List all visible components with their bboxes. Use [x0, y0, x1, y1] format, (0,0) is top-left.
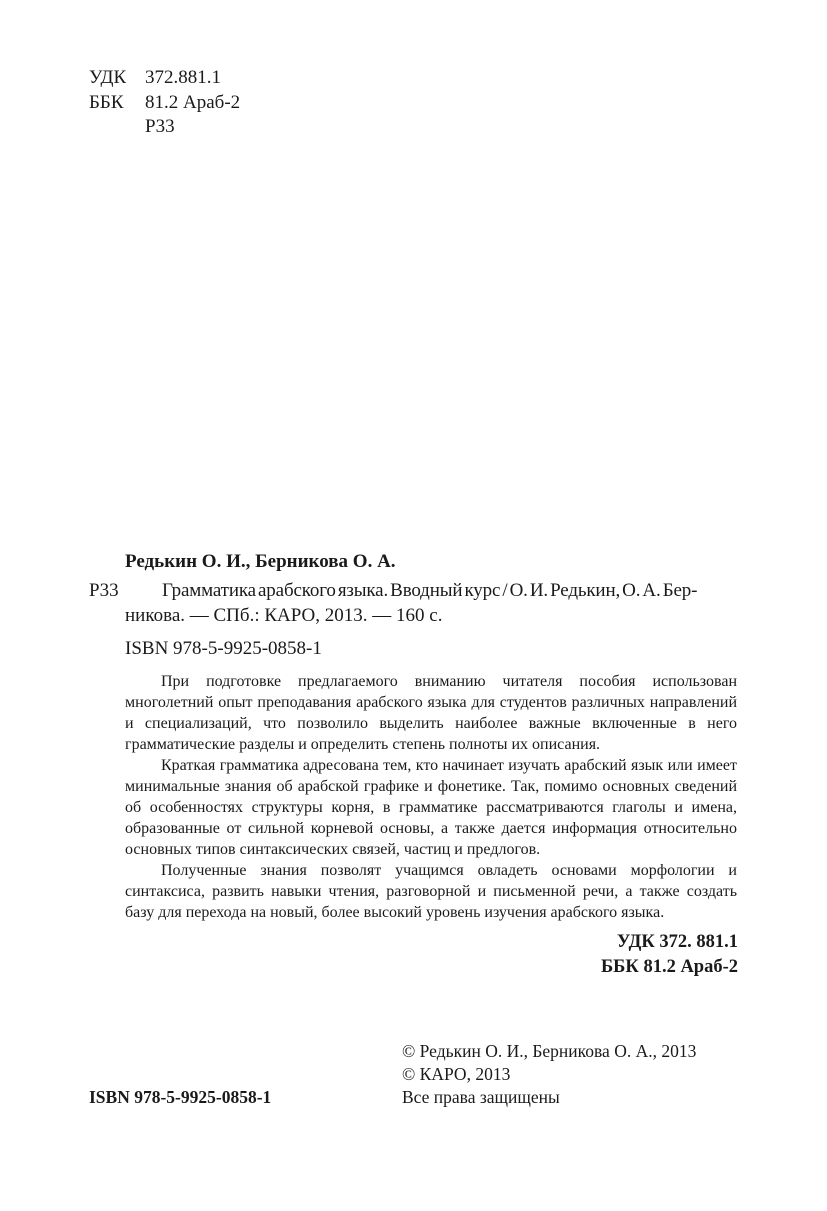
bottom-bbk: ББК 81.2 Араб-2	[600, 957, 738, 977]
author-mark-value: Р33	[145, 116, 175, 137]
udk-label: УДК	[89, 67, 127, 88]
rights-reserved: Все права защищены	[402, 1087, 560, 1107]
classification-codes	[89, 66, 240, 140]
bibliographic-title-line2: никова. — СПб.: КАРО, 2013. — 160 с.	[125, 605, 443, 626]
annotation-paragraph: Полученные знания позволят учащимся овладеть основами морфологии и синтаксиса, развить навыки чтения, разговорной и письменной речи, а также создать базу для перехода на новый, более высокий уровень изучения арабского языка.	[125, 862, 737, 921]
bibliographic-title-line1: Грамматика арабского языка. Вводный курс / О. И. Редькин, О. А. Бер-	[162, 580, 698, 601]
author-mark-label	[89, 115, 145, 140]
isbn-text: ISBN 978-5-9925-0858-1	[125, 638, 322, 659]
annotation-paragraph: При подготовке предлагаемого вниманию читателя пособия использован многолетний опыт преподавания арабского языка для студентов различных направлений и специализаций, что позволило выделить наиболее важные включенные в него грамматические разделы и определить степень полноты их описания.	[125, 673, 737, 753]
author-mark-row	[89, 115, 240, 140]
bbk-value: 81.2 Араб-2	[145, 91, 241, 113]
author-mark: Р33	[89, 580, 119, 601]
annotation-paragraph: Краткая грамматика адресована тем, кто начинает изучать арабский язык или имеет минимальные знания об арабской графике и фонетике. Так, помимо основных сведений об особенностях структуры корня, в грамматике рассматриваются глаголы и имена, образованные от сильной корневой основы, а также дается информация относительно основных типов синтаксических связей, частиц и предлогов.	[125, 757, 737, 858]
copyright-publisher: © КАРО, 2013	[402, 1064, 511, 1084]
copyright-block	[402, 1040, 696, 1109]
authors-heading: Редькин О. И., Берникова О. А.	[125, 551, 396, 572]
udk-value: 372.881.1	[145, 67, 221, 88]
isbn-bottom: ISBN 978-5-9925-0858-1	[89, 1087, 272, 1107]
bbk-row	[89, 91, 240, 116]
bottom-udk: УДК 372. 881.1	[616, 932, 738, 952]
annotation	[125, 671, 737, 923]
copyright-authors: © Редькин О. И., Берникова О. А., 2013	[402, 1041, 697, 1061]
udk-row	[89, 66, 240, 91]
bottom-classification	[601, 930, 738, 980]
bbk-label: ББК	[89, 91, 124, 113]
